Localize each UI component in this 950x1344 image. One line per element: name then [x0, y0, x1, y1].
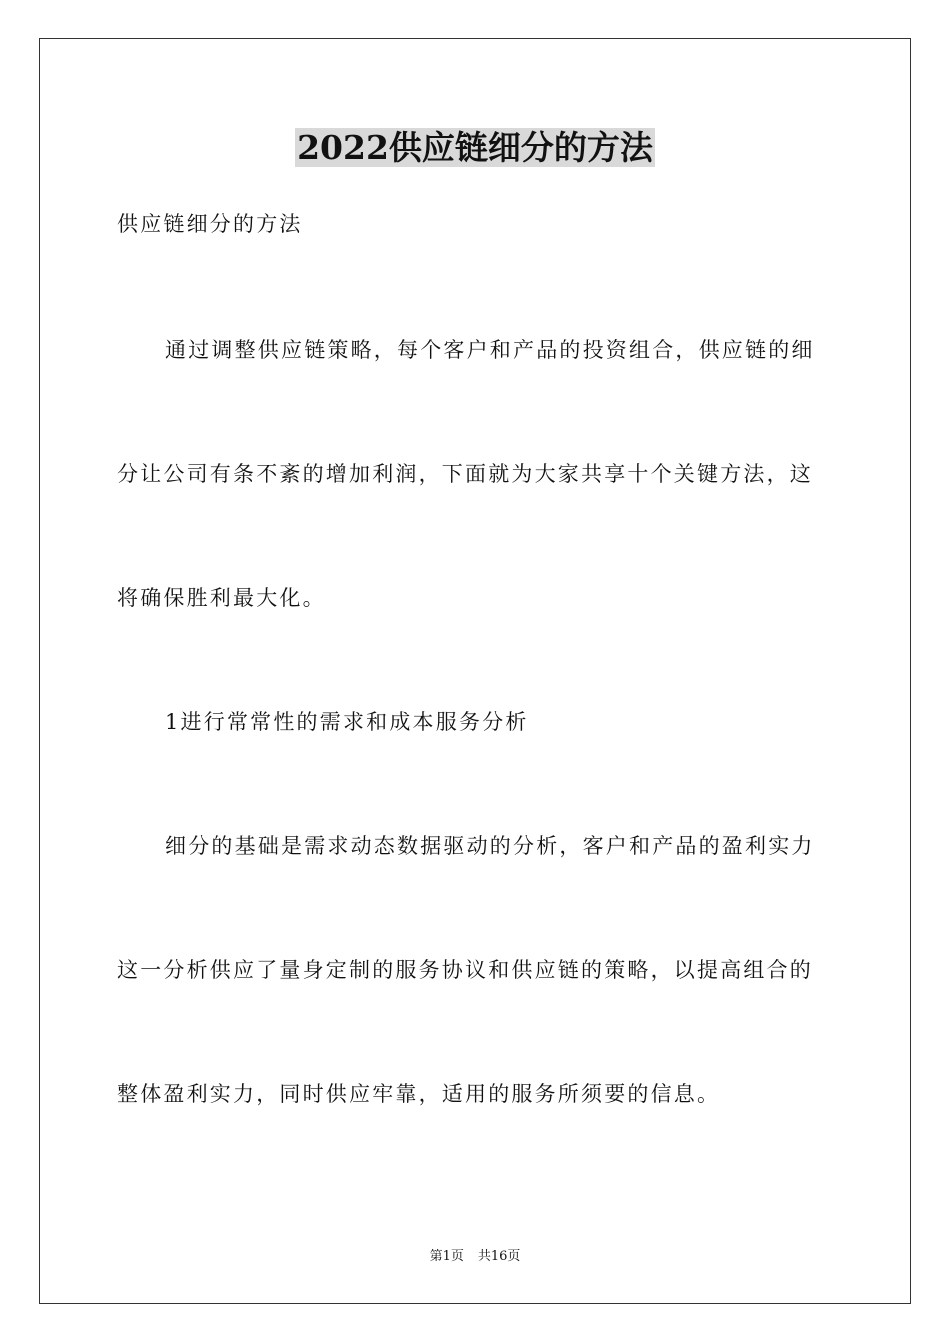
- paragraph-line: 整体盈利实力，同时供应牢靠，适用的服务所须要的信息。: [117, 1082, 721, 1106]
- paragraph-line: 将确保胜利最大化。: [117, 586, 326, 610]
- page-number: 第1页: [429, 1249, 464, 1264]
- document-title-text: 2022供应链细分的方法: [297, 128, 653, 167]
- paragraph-line: 细分的基础是需求动态数据驱动的分析，客户和产品的盈利实力: [165, 834, 815, 858]
- paragraph-line: 分让公司有条不紊的增加利润，下面就为大家共享十个关键方法，这: [117, 462, 813, 486]
- paragraph-line: 这一分析供应了量身定制的服务协议和供应链的策略，以提高组合的: [117, 958, 813, 982]
- paragraph-line: 通过调整供应链策略，每个客户和产品的投资组合，供应链的细: [165, 338, 815, 362]
- document-title: [0, 126, 950, 170]
- document-subtitle: 供应链细分的方法: [117, 212, 303, 236]
- page-total: 共16页: [477, 1249, 521, 1264]
- section-heading: 1进行常常性的需求和成本服务分析: [165, 710, 529, 734]
- page-footer: [0, 1248, 950, 1266]
